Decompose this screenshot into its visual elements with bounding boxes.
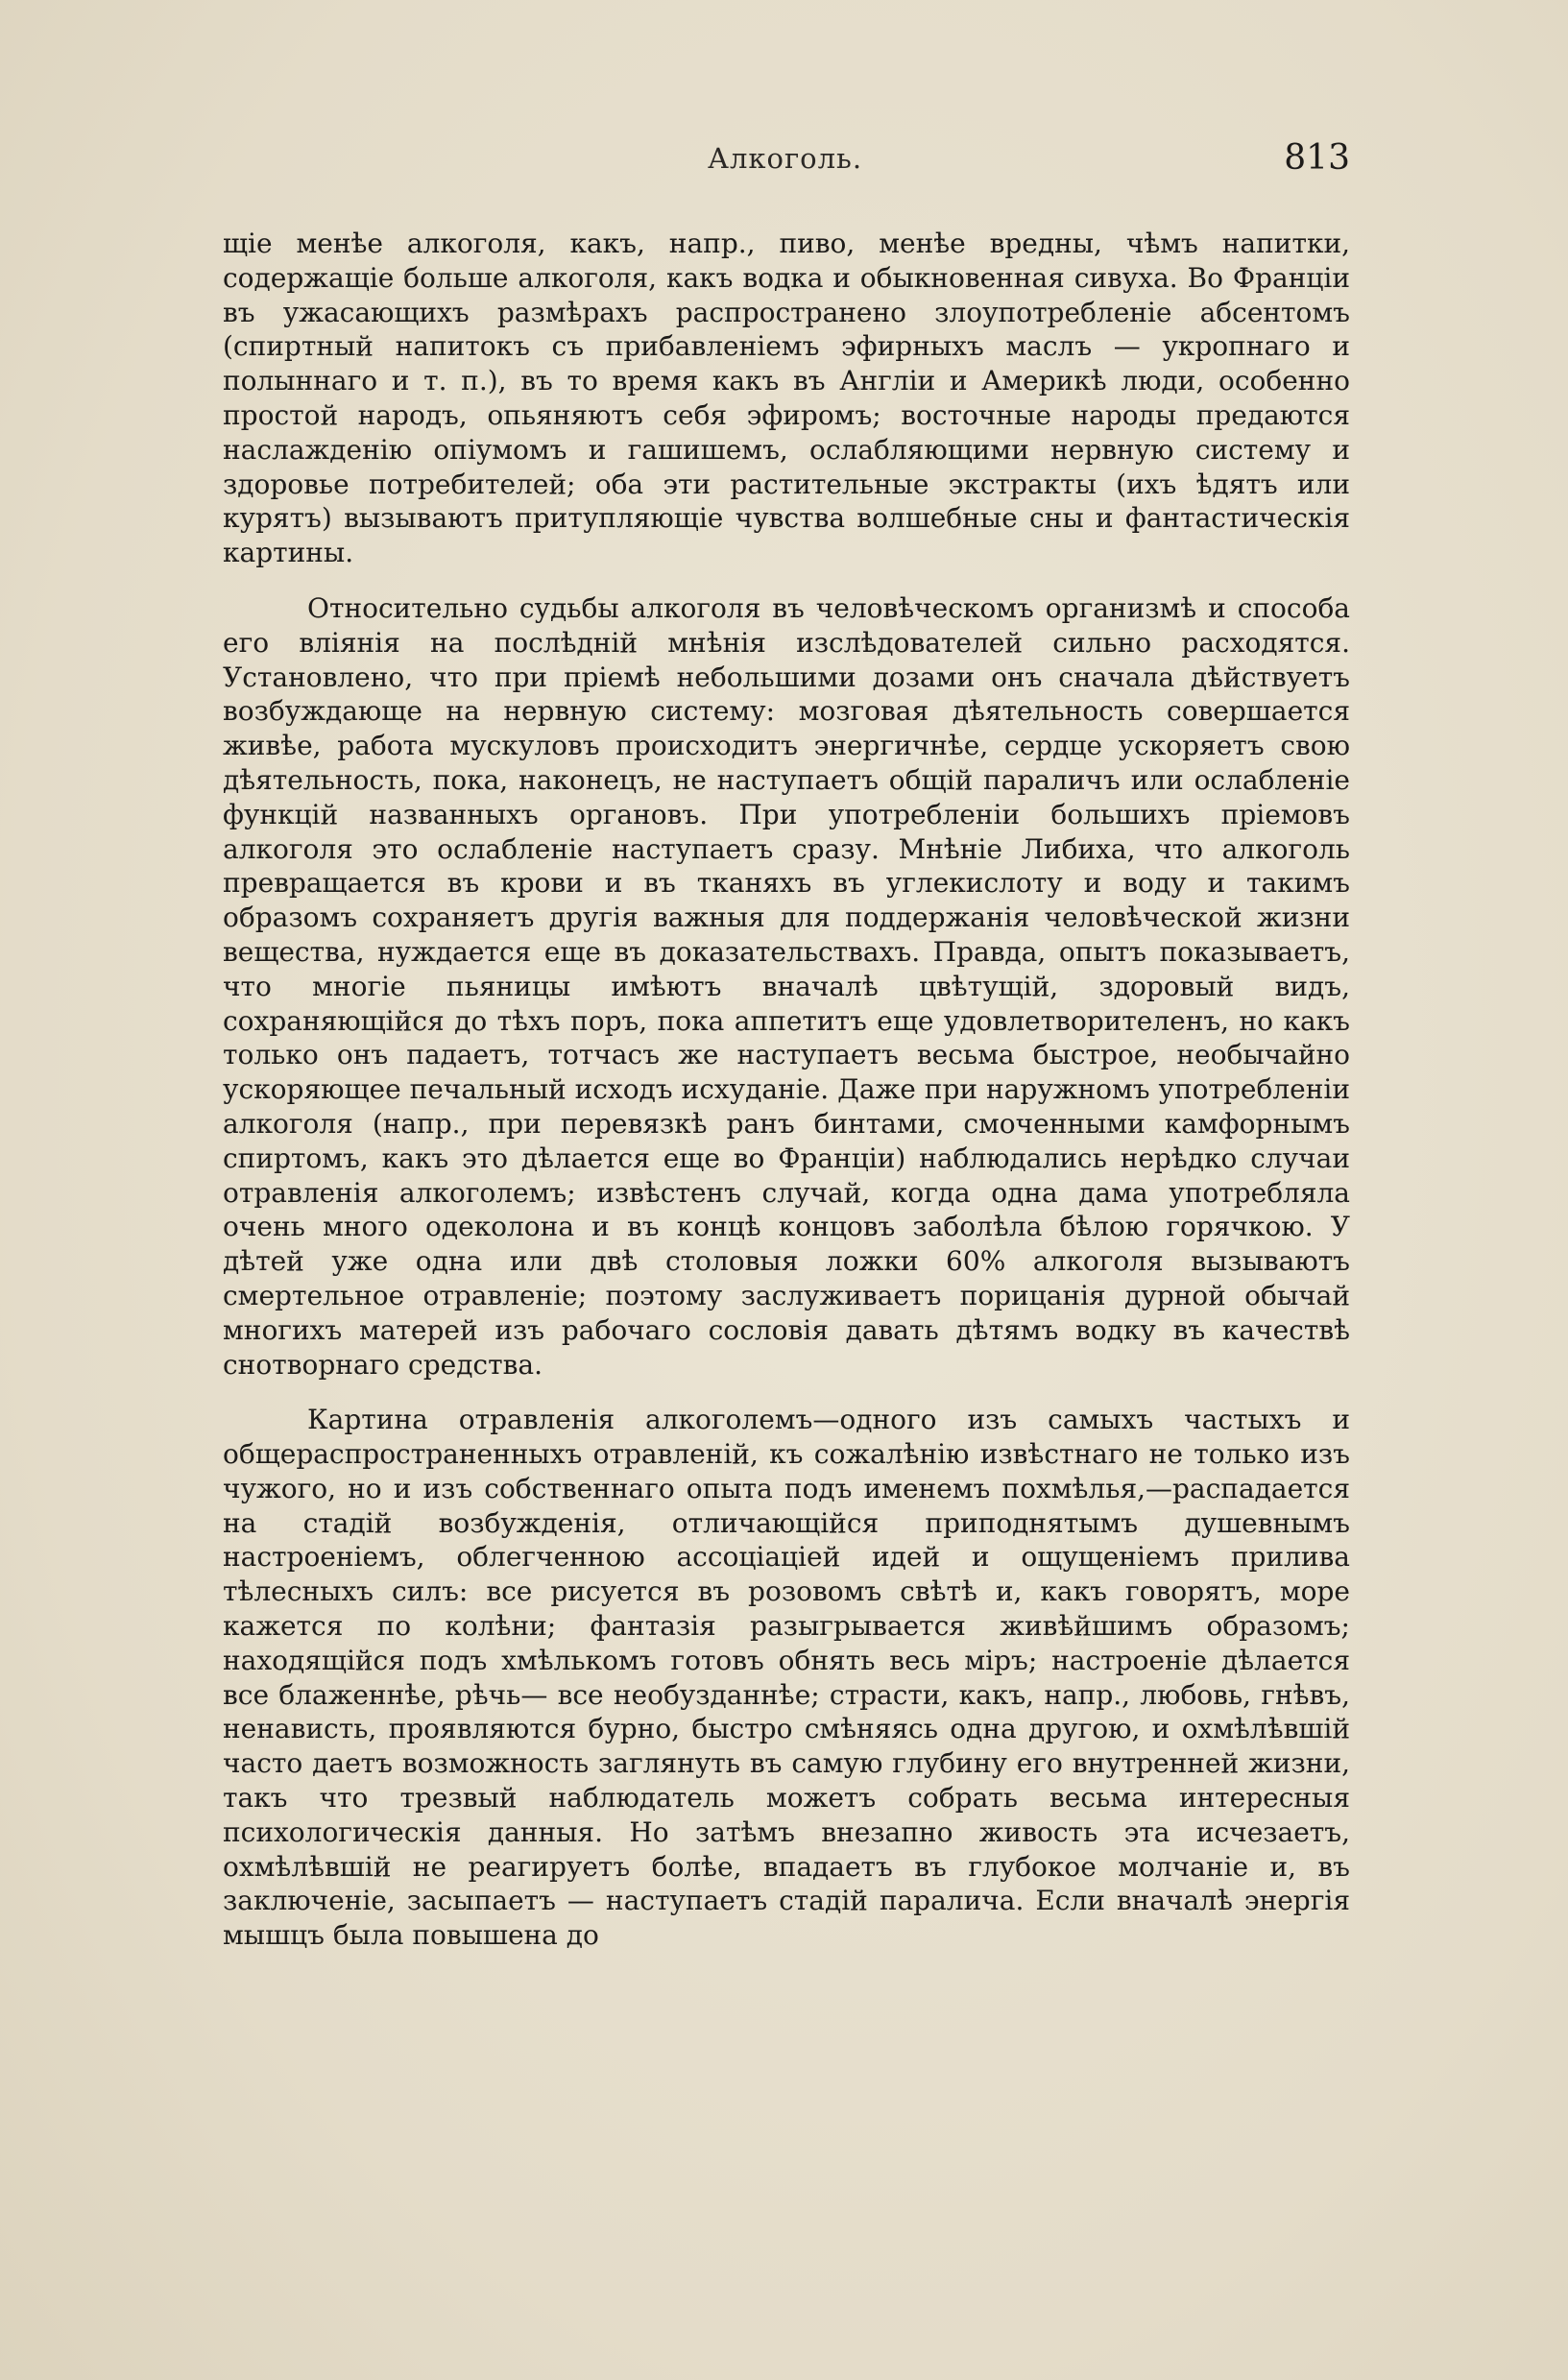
page-number: 813 [1284,138,1350,178]
paragraph-alcohol-effects: Относительно судьбы алкоголя въ человѣческомъ организмѣ и способа его вліянія на послѣдній мнѣнія изслѣдователей сильно расходятся. Установлено, что при пріемѣ небольшими дозами онъ сначала дѣйствуетъ возбуждающе на нервную систему: мозговая дѣятельность совершается живѣе, работа мускуловъ происходитъ энергичнѣе, сердце ускоряетъ свою дѣятельность, пока, наконецъ, не наступаетъ общій параличъ или ослабленіе функцій названныхъ органовъ. При употребленіи большихъ пріемовъ алкоголя это ослабленіе наступаетъ сразу. Мнѣніе Либиха, что алкоголь превращается въ крови и въ тканяхъ въ углекислоту и воду и такимъ образомъ сохраняетъ другія важныя для поддержанія человѣческой жизни вещества, нуждается еще въ доказательствахъ. Правда, опытъ показываетъ, что многіе пьяницы имѣютъ вначалѣ цвѣтущій, здоровый видъ, сохраняющійся до тѣхъ поръ, пока аппетитъ еще удовлетворителенъ, но какъ только онъ падаетъ, тотчасъ же наступаетъ весьма быстрое, необычайно ускоряющее печальный исходъ исхуданіе. Даже при наружномъ употребленіи алкоголя (напр., при перевязкѣ ранъ бинтами, смоченными камфорнымъ спиртомъ, какъ это дѣлается еще во Франціи) наблюдались нерѣдко случаи отравленія алкоголемъ; извѣстенъ случай, когда одна дама употребляла очень много одеколона и въ концѣ концовъ заболѣла бѣлою горячкою. У дѣтей уже одна или двѣ столовыя ложки 60% алкоголя вызываютъ смертельное отравленіе; поэтому заслуживаетъ порицанія дурной обычай многихъ матерей изъ рабочаго сословія давать дѣтямъ водку въ качествѣ снотворнаго средства. [223,591,1350,1381]
paragraph-intoxication: Картина отравленія алкоголемъ—одного изъ самыхъ частыхъ и общераспространенныхъ отравленій, къ сожалѣнію извѣстнаго не только изъ чужого, но и изъ собственнаго опыта подъ именемъ похмѣлья,—распадается на стадій возбужденія, отличающійся приподнятымъ душевнымъ настроеніемъ, облегченною ассоціаціей идей и ощущеніемъ прилива тѣлесныхъ силъ: все рисуется въ розовомъ свѣтѣ и, какъ говорятъ, море кажется по колѣни; фантазія разыгрывается живѣйшимъ образомъ; находящійся подъ хмѣлькомъ готовъ обнять весь міръ; настроеніе дѣлается все блаженнѣе, рѣчь— все необузданнѣе; страсти, какъ, напр., любовь, гнѣвъ, ненависть, проявляются бурно, быстро смѣняясь одна другою, и охмѣлѣвшій часто даетъ возможность заглянуть въ самую глубину его внутренней жизни, такъ что трезвый наблюдатель можетъ собрать весьма интересныя психологическія данныя. Но затѣмъ внезапно живость эта исчезаетъ, охмѣлѣвшій не реагируетъ болѣе, впадаетъ въ глубокое молчаніе и, въ заключеніе, засыпаетъ — наступаетъ стадій паралича. Если вначалѣ энергія мышцъ была повышена до [223,1404,1350,1952]
page-header [223,138,1350,192]
running-title: Алкоголь. [708,142,863,175]
paragraph-continued: щіе менѣе алкоголя, какъ, напр., пиво, менѣе вредны, чѣмъ напитки, содержащіе больше алкоголя, какъ водка и обыкновенная сивуха. Во Франціи въ ужасающихъ размѣрахъ распространено злоупотребленіе абсентомъ (спиртный напитокъ съ прибавленіемъ эфирныхъ маслъ — укропнаго и полыннаго и т. п.), въ то время какъ въ Англіи и Америкѣ люди, особенно простой народъ, опьяняютъ себя эфиромъ; восточные народы предаются наслажденію опіумомъ и гашишемъ, ослабляющими нервную систему и здоровье потребителей; оба эти растительные экстракты (ихъ ѣдятъ или курятъ) вызываютъ притупляющіе чувства волшебные сны и фантастическія картины. [223,228,1350,569]
page-body [223,227,1350,1974]
